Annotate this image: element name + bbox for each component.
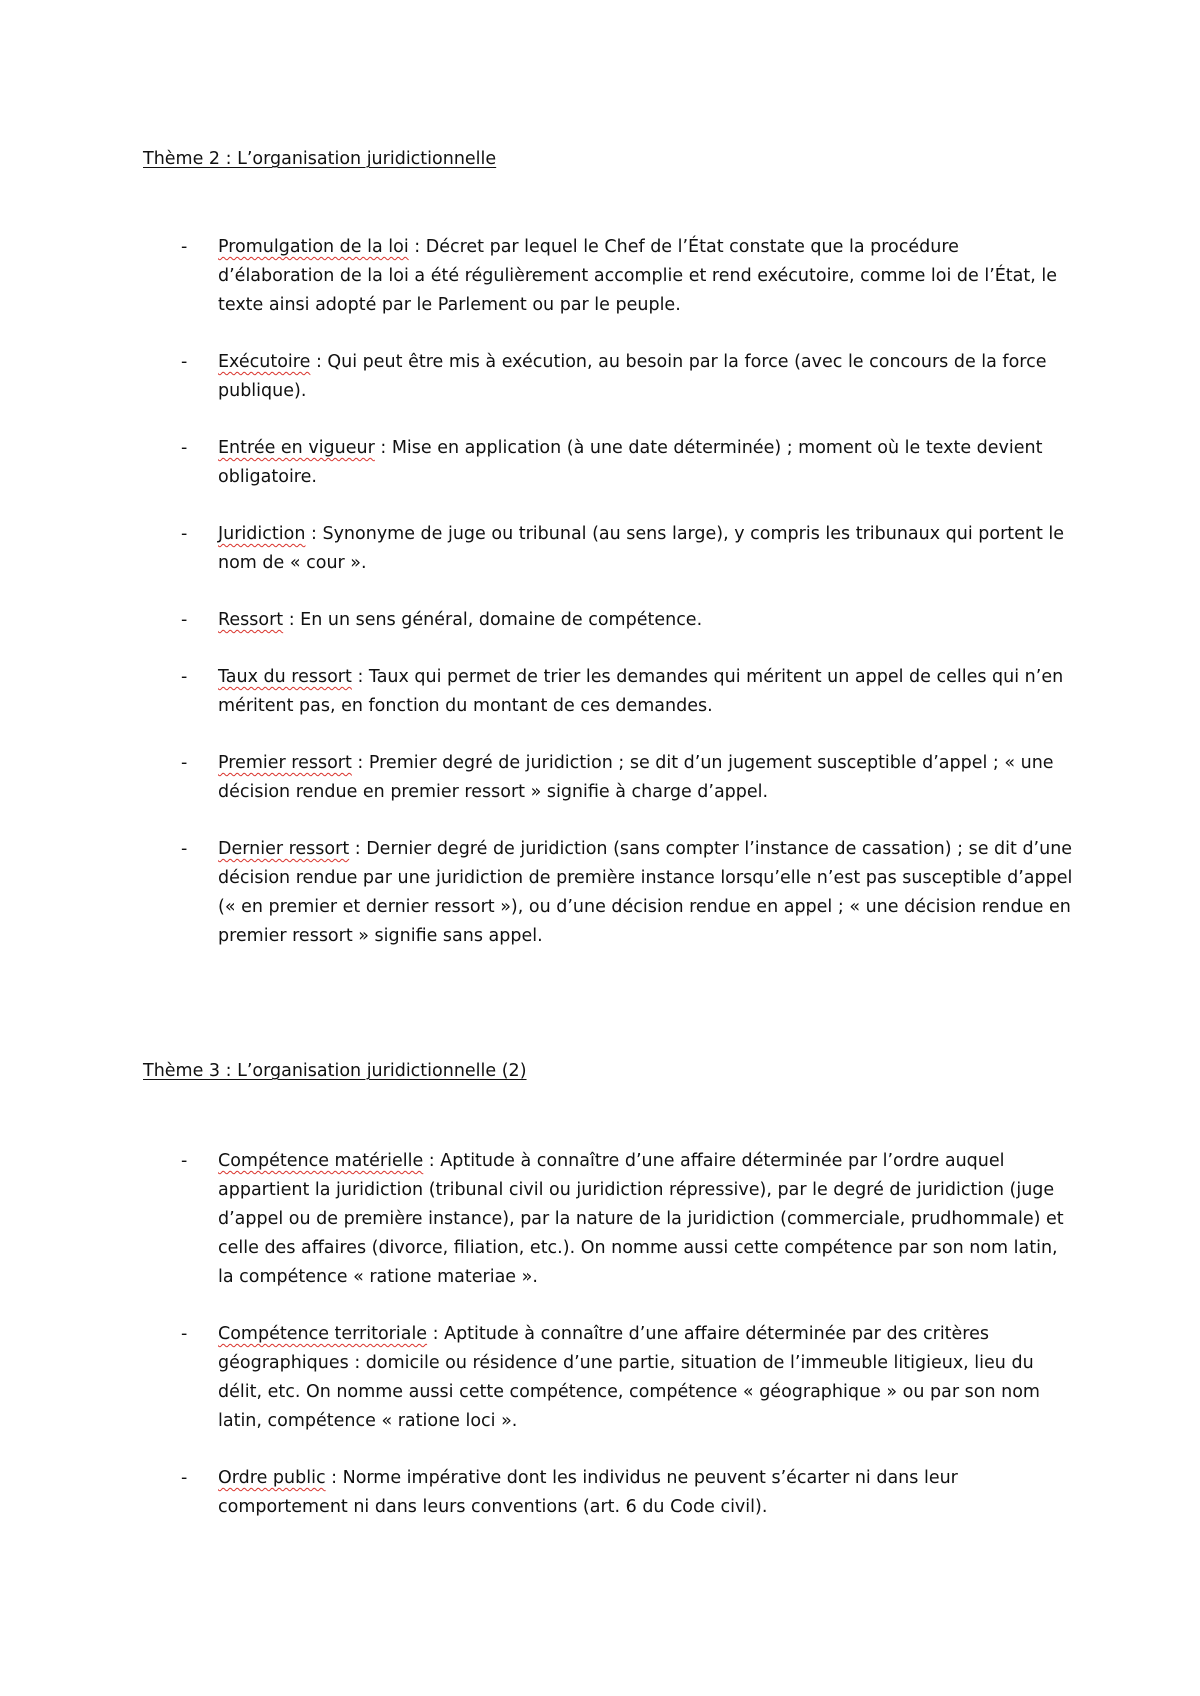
theme-3-title: Thème 3 : L’organisation juridictionnelle (2) [143, 1061, 527, 1081]
term-ordre-public: Ordre public [218, 1468, 326, 1488]
definition-item-competence-materielle [143, 1147, 1073, 1292]
term-dernier-ressort: Dernier ressort [218, 839, 350, 859]
list-bullet: - [181, 753, 188, 773]
term-entree-en-vigueur: Entrée en vigueur [218, 438, 375, 458]
term-premier-ressort: Premier ressort [218, 753, 352, 773]
term-taux-du-ressort: Taux du ressort [218, 667, 352, 687]
list-bullet: - [181, 610, 188, 630]
list-bullet: - [181, 1468, 188, 1488]
term-promulgation: Promulgation de la loi [218, 237, 409, 257]
definition-item-taux-du-ressort [143, 663, 1073, 721]
definition-text: : Dernier degré de juridiction (sans compter l’instance de cassation) ; se dit d’une décision rendue par une juridiction de première instance lorsqu’elle n’est pas susceptible d’appel (« en premier et dernier ressort »), ou d’une décision rendue en appel ; « une décision rendue en premier ressort » signifie sans appel. [218, 839, 1073, 946]
theme-2-title: Thème 2 : L’organisation juridictionnelle [143, 149, 497, 169]
list-bullet: - [181, 524, 188, 544]
term-executoire: Exécutoire [218, 352, 311, 372]
definition-text: : Premier degré de juridiction ; se dit d’un jugement susceptible d’appel ; « une décision rendue en premier ressort » signifie à charge d’appel. [218, 753, 1054, 802]
definition-item-dernier-ressort [143, 835, 1073, 951]
definition-item-premier-ressort [143, 749, 1073, 807]
definition-text: : Décret par lequel le Chef de l’État constate que la procédure d’élaboration de la loi a été régulièrement accomplie et rend exécutoire, comme loi de l’État, le texte ainsi adopté par le Parlement ou par le peuple. [218, 237, 1058, 315]
definition-text: : Taux qui permet de trier les demandes qui méritent un appel de celles qui n’en méritent pas, en fonction du montant de ces demandes. [218, 667, 1064, 716]
list-bullet: - [181, 237, 188, 257]
term-juridiction: Juridiction [218, 524, 306, 544]
list-bullet: - [181, 352, 188, 372]
term-competence-territoriale: Compétence territoriale [218, 1324, 428, 1344]
theme-3-definition-list [143, 1147, 1073, 1550]
definition-text: : Mise en application (à une date déterminée) ; moment où le texte devient obligatoire. [218, 438, 1043, 487]
definition-item-promulgation [143, 233, 1073, 320]
definition-item-executoire [143, 348, 1073, 406]
definition-text: : Aptitude à connaître d’une affaire déterminée par l’ordre auquel appartient la juridiction (tribunal civil ou juridiction répressive), par le degré de juridiction (juge d’appel ou de première instance), par la nature de la juridiction (commerciale, prudhommale) et celle des affaires (divorce, filiation, etc.). On nomme aussi cette compétence par son nom latin, la compétence « ratione materiae ». [218, 1151, 1064, 1287]
list-bullet: - [181, 1151, 188, 1171]
definition-item-juridiction [143, 520, 1073, 578]
list-bullet: - [181, 839, 188, 859]
definition-item-ressort [143, 606, 1073, 635]
definition-item-ordre-public [143, 1464, 1073, 1522]
term-competence-materielle: Compétence matérielle [218, 1151, 424, 1171]
list-bullet: - [181, 1324, 188, 1344]
definition-text: : Qui peut être mis à exécution, au besoin par la force (avec le concours de la force publique). [218, 352, 1047, 401]
definition-text: : Synonyme de juge ou tribunal (au sens large), y compris les tribunaux qui portent le nom de « cour ». [218, 524, 1065, 573]
list-bullet: - [181, 438, 188, 458]
definition-text: : Norme impérative dont les individus ne peuvent s’écarter ni dans leur comportement ni dans leurs conventions (art. 6 du Code civil). [218, 1468, 958, 1517]
definition-text: : Aptitude à connaître d’une affaire déterminée par des critères géographiques : domicile ou résidence d’une partie, situation de l’immeuble litigieux, lieu du délit, etc. On nomme aussi cette compétence, compétence « géographique » ou par son nom latin, compétence « ratione loci ». [218, 1324, 1040, 1431]
list-bullet: - [181, 667, 188, 687]
definition-text: : En un sens général, domaine de compétence. [283, 610, 703, 630]
definition-item-competence-territoriale [143, 1320, 1073, 1436]
definition-item-entree-en-vigueur [143, 434, 1073, 492]
term-ressort: Ressort [218, 610, 284, 630]
theme-2-definition-list [143, 233, 1073, 979]
